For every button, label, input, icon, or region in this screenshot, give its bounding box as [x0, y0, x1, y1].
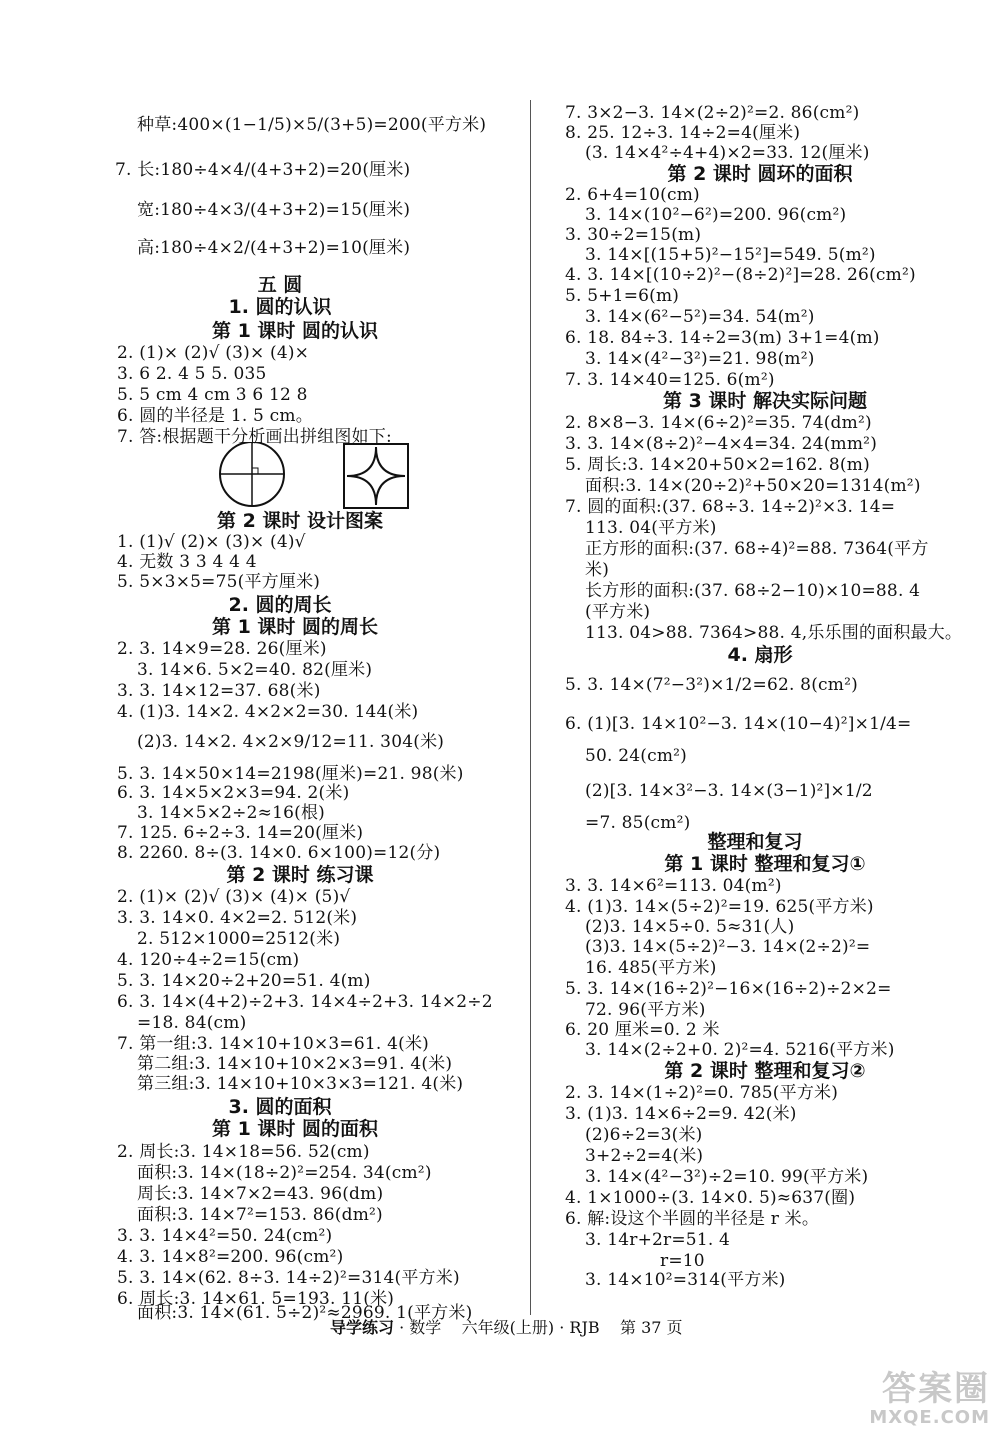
- answer-line: 2. 8×8−3. 14×(6÷2)²=35. 74(dm²): [565, 413, 872, 433]
- answer-line: 7. 125. 6÷2÷3. 14=20(厘米): [117, 823, 364, 843]
- answer-line: 2. (1)× (2)√ (3)× (4)×: [117, 343, 310, 363]
- lesson-title: 第 1 课时 圆的面积: [211, 1118, 379, 1140]
- answer-line: (3)3. 14×(5÷2)²−3. 14×(2÷2)²=: [585, 937, 871, 957]
- answer-line: 6. 20 厘米=0. 2 米: [565, 1020, 720, 1040]
- answer-line: 5. 5×3×5=75(平方厘米): [117, 572, 321, 592]
- answer-line: 7. 答:根据题干分析画出拼组图如下:: [117, 427, 392, 447]
- answer-line: 2. 3. 14×9=28. 26(厘米): [117, 639, 327, 659]
- answer-line: 6. 3. 14×(4+2)÷2+3. 14×4÷2+3. 14×2÷2: [117, 992, 493, 1012]
- answer-line: 4. 3. 14×[(10÷2)²−(8÷2)²]=28. 26(cm²): [565, 265, 916, 285]
- answer-line: 7. 3×2−3. 14×(2÷2)²=2. 86(cm²): [565, 103, 860, 123]
- lesson-title: 第 2 课时 设计图案: [216, 510, 384, 532]
- answer-line: 6. 3. 14×5×2×3=94. 2(米): [117, 783, 350, 803]
- answer-line: 面积:3. 14×7²=153. 86(dm²): [137, 1205, 383, 1225]
- answer-line: 2. 3. 14×(1÷2)²=0. 785(平方米): [565, 1083, 839, 1103]
- answer-line: 1. (1)√ (2)× (3)× (4)√: [117, 532, 306, 552]
- footer-space: [446, 1318, 456, 1337]
- answer-line: 6. 18. 84÷3. 14÷2=3(m) 3+1=4(m): [565, 328, 880, 348]
- answer-line: 3. 14×(6²−5²)=34. 54(m²): [585, 307, 815, 327]
- lesson-title: 第 3 课时 解决实际问题: [662, 390, 868, 412]
- answer-line: 3. 3. 14×(8÷2)²−4×4=34. 24(mm²): [565, 434, 878, 454]
- answer-line: 4. 120÷4÷2=15(cm): [117, 950, 300, 970]
- answer-line: 3. 14×[(15+5)²−15²]=549. 5(m²): [585, 245, 876, 265]
- answer-line: 7. 长:180÷4×4/(4+3+2)=20(厘米): [115, 160, 411, 180]
- lesson-title: 第 1 课时 圆的周长: [211, 616, 379, 638]
- answer-line: 面积:3. 14×(20÷2)²+50×20=1314(m²): [585, 476, 921, 496]
- answer-line: 6. 圆的半径是 1. 5 cm。: [117, 406, 313, 426]
- answer-line: 第三组:3. 14×10+10×3×3=121. 4(米): [137, 1074, 464, 1094]
- answer-line: 2. 512×1000=2512(米): [137, 929, 341, 949]
- answer-line: 5. 5 cm 4 cm 3 6 12 8: [117, 385, 308, 405]
- answer-line: 4. 1×1000÷(3. 14×0. 5)≈637(圈): [565, 1188, 856, 1208]
- answer-line: 3. (1)3. 14×6÷2=9. 42(米): [565, 1104, 797, 1124]
- answer-line: (2)3. 14×5÷0. 5≈31(人): [585, 917, 795, 937]
- answer-line: 3. 3. 14×0. 4×2=2. 512(米): [117, 908, 358, 928]
- answer-line: 面积:3. 14×(18÷2)²=254. 34(cm²): [137, 1163, 432, 1183]
- answer-line: (平方米): [585, 602, 651, 622]
- answer-line: 2. (1)× (2)√ (3)× (4)× (5)√: [117, 887, 351, 907]
- watermark-url: MXQE.COM: [869, 1407, 990, 1428]
- section-title: 4. 扇形: [727, 644, 793, 666]
- footer-brand: 导学练习: [330, 1318, 395, 1337]
- watermark-logo-text: 答案圈: [882, 1369, 990, 1409]
- lesson-title: 第 2 课时 圆环的面积: [667, 163, 853, 185]
- answer-line: 面积:3. 14×(61. 5÷2)²≈2969. 1(平方米): [137, 1303, 473, 1323]
- answer-line: 2. 周长:3. 14×18=56. 52(cm): [117, 1142, 370, 1162]
- answer-line: 3. 14×(4²−3²)÷2=10. 99(平方米): [585, 1167, 869, 1187]
- footer-subject: 数学: [409, 1318, 442, 1337]
- answer-line: 3. 14×5×2÷2≈16(根): [137, 803, 325, 823]
- answer-line: 7. 圆的面积:(37. 68÷3. 14÷2)²×3. 14=: [565, 497, 896, 517]
- answer-line: 3. 14×(4²−3²)=21. 98(m²): [585, 349, 815, 369]
- answer-line: 8. 25. 12÷3. 14÷2=4(厘米): [565, 123, 801, 143]
- section-title: 整理和复习: [707, 831, 803, 853]
- section-title: 3. 圆的面积: [228, 1096, 332, 1118]
- watermark: [850, 1370, 990, 1430]
- answer-line: 4. (1)3. 14×2. 4×2×2=30. 144(米): [117, 702, 419, 722]
- answer-line: 4. (1)3. 14×(5÷2)²=19. 625(平方米): [565, 897, 874, 917]
- answer-line: 7. 3. 14×40=125. 6(m²): [565, 370, 775, 390]
- answer-line: 50. 24(cm²): [585, 746, 687, 766]
- answer-line: 种草:400×(1−1/5)×5/(3+5)=200(平方米): [137, 115, 487, 135]
- column-divider: [530, 100, 531, 1315]
- answer-line: 3. 14×(10²−6²)=200. 96(cm²): [585, 205, 847, 225]
- answer-line: 5. 3. 14×(16÷2)²−16×(16÷2)÷2×2=: [565, 979, 892, 999]
- footer-sep: ·: [559, 1318, 570, 1337]
- lesson-title: 第 1 课时 圆的认识: [211, 320, 379, 342]
- answer-line: 8. 2260. 8÷(3. 14×0. 6×100)=12(分): [117, 843, 441, 863]
- answer-line: 2. 6+4=10(cm): [565, 185, 700, 205]
- answer-line: (3. 14×4²÷4+4)×2=33. 12(厘米): [585, 143, 870, 163]
- footer-edition: RJB: [569, 1318, 600, 1337]
- answer-line: =7. 85(cm²): [585, 813, 691, 833]
- answer-line: 5. 3. 14×20÷2+20=51. 4(m): [117, 971, 371, 991]
- answer-line: 3+2÷2=4(米): [585, 1146, 704, 1166]
- answer-line: 3. 14×(2÷2+0. 2)²=4. 5216(平方米): [585, 1040, 895, 1060]
- answer-line: 72. 96(平方米): [585, 1000, 706, 1020]
- page-number: 第 37 页: [620, 1318, 683, 1337]
- square-arc-figure: [343, 443, 409, 509]
- answer-line: 6. 解:设这个半圆的半径是 r 米。: [565, 1209, 820, 1229]
- answer-line: 3. 3. 14×4²=50. 24(cm²): [117, 1226, 333, 1246]
- footer-sep: ·: [399, 1318, 410, 1337]
- answer-line: 周长:3. 14×7×2=43. 96(dm): [137, 1184, 384, 1204]
- answer-line: (2)3. 14×2. 4×2×9/12=11. 304(米): [137, 732, 445, 752]
- answer-line: 113. 04>88. 7364>88. 4,乐乐围的面积最大。: [585, 623, 963, 643]
- lesson-title: 第 2 课时 整理和复习②: [664, 1060, 866, 1082]
- answer-line: 5. 3. 14×50×14=2198(厘米)=21. 98(米): [117, 764, 464, 784]
- answer-line: 4. 无数 3 3 4 4 4: [117, 552, 257, 572]
- answer-line: 7. 第一组:3. 14×10+10×3=61. 4(米): [117, 1034, 429, 1054]
- answer-line: 3. 30÷2=15(m): [565, 225, 702, 245]
- answer-line: 第二组:3. 14×10+10×2×3=91. 4(米): [137, 1054, 453, 1074]
- answer-line: 3. 14r+2r=51. 4: [585, 1230, 731, 1250]
- answer-line: 正方形的面积:(37. 68÷4)²=88. 7364(平方: [585, 539, 929, 559]
- section-title: 2. 圆的周长: [228, 594, 332, 616]
- answer-line: 5. 3. 14×(7²−3²)×1/2=62. 8(cm²): [565, 675, 858, 695]
- footer-space: [605, 1318, 615, 1337]
- answer-line: =18. 84(cm): [137, 1013, 247, 1033]
- lesson-title: 第 1 课时 整理和复习①: [664, 853, 866, 875]
- section-title: 1. 圆的认识: [228, 296, 332, 318]
- answer-line: (2)[3. 14×3²−3. 14×(3−1)²]×1/2: [585, 781, 873, 801]
- footer-grade: 六年级(上册): [461, 1318, 555, 1337]
- answer-line: 5. 周长:3. 14×20+50×2=162. 8(m): [565, 455, 870, 475]
- answer-line: 米): [585, 560, 610, 580]
- answer-line: (2)6÷2=3(米): [585, 1125, 703, 1145]
- answer-line: 3. 6 2. 4 5 5. 035: [117, 364, 267, 384]
- answer-line: 长方形的面积:(37. 68÷2−10)×10=88. 4: [585, 581, 921, 601]
- lesson-title: 第 2 课时 练习课: [226, 864, 374, 886]
- answer-line: 5. 5+1=6(m): [565, 286, 680, 306]
- answer-line: 3. 14×10²=314(平方米): [585, 1270, 786, 1290]
- answer-line: 4. 3. 14×8²=200. 96(cm²): [117, 1247, 344, 1267]
- answer-line: 5. 3. 14×(62. 8÷3. 14÷2)²=314(平方米): [117, 1268, 460, 1288]
- page-footer: [330, 1318, 683, 1338]
- answer-line: 高:180÷4×2/(4+3+2)=10(厘米): [137, 238, 411, 258]
- chapter-title: 五 圆: [257, 274, 303, 296]
- answer-line: 113. 04(平方米): [585, 518, 717, 538]
- answer-line: 宽:180÷4×3/(4+3+2)=15(厘米): [137, 200, 411, 220]
- answer-line: 3. 3. 14×6²=113. 04(m²): [565, 876, 782, 896]
- answer-line: 6. (1)[3. 14×10²−3. 14×(10−4)²]×1/4=: [565, 714, 912, 734]
- answer-line: 3. 3. 14×12=37. 68(米): [117, 681, 321, 701]
- answer-line: 3. 14×6. 5×2=40. 82(厘米): [137, 660, 373, 680]
- answer-line: 16. 485(平方米): [585, 958, 717, 978]
- answer-line: r=10: [660, 1251, 705, 1271]
- answer-line: 6. 周长:3. 14×61. 5=193. 11(米): [117, 1289, 395, 1309]
